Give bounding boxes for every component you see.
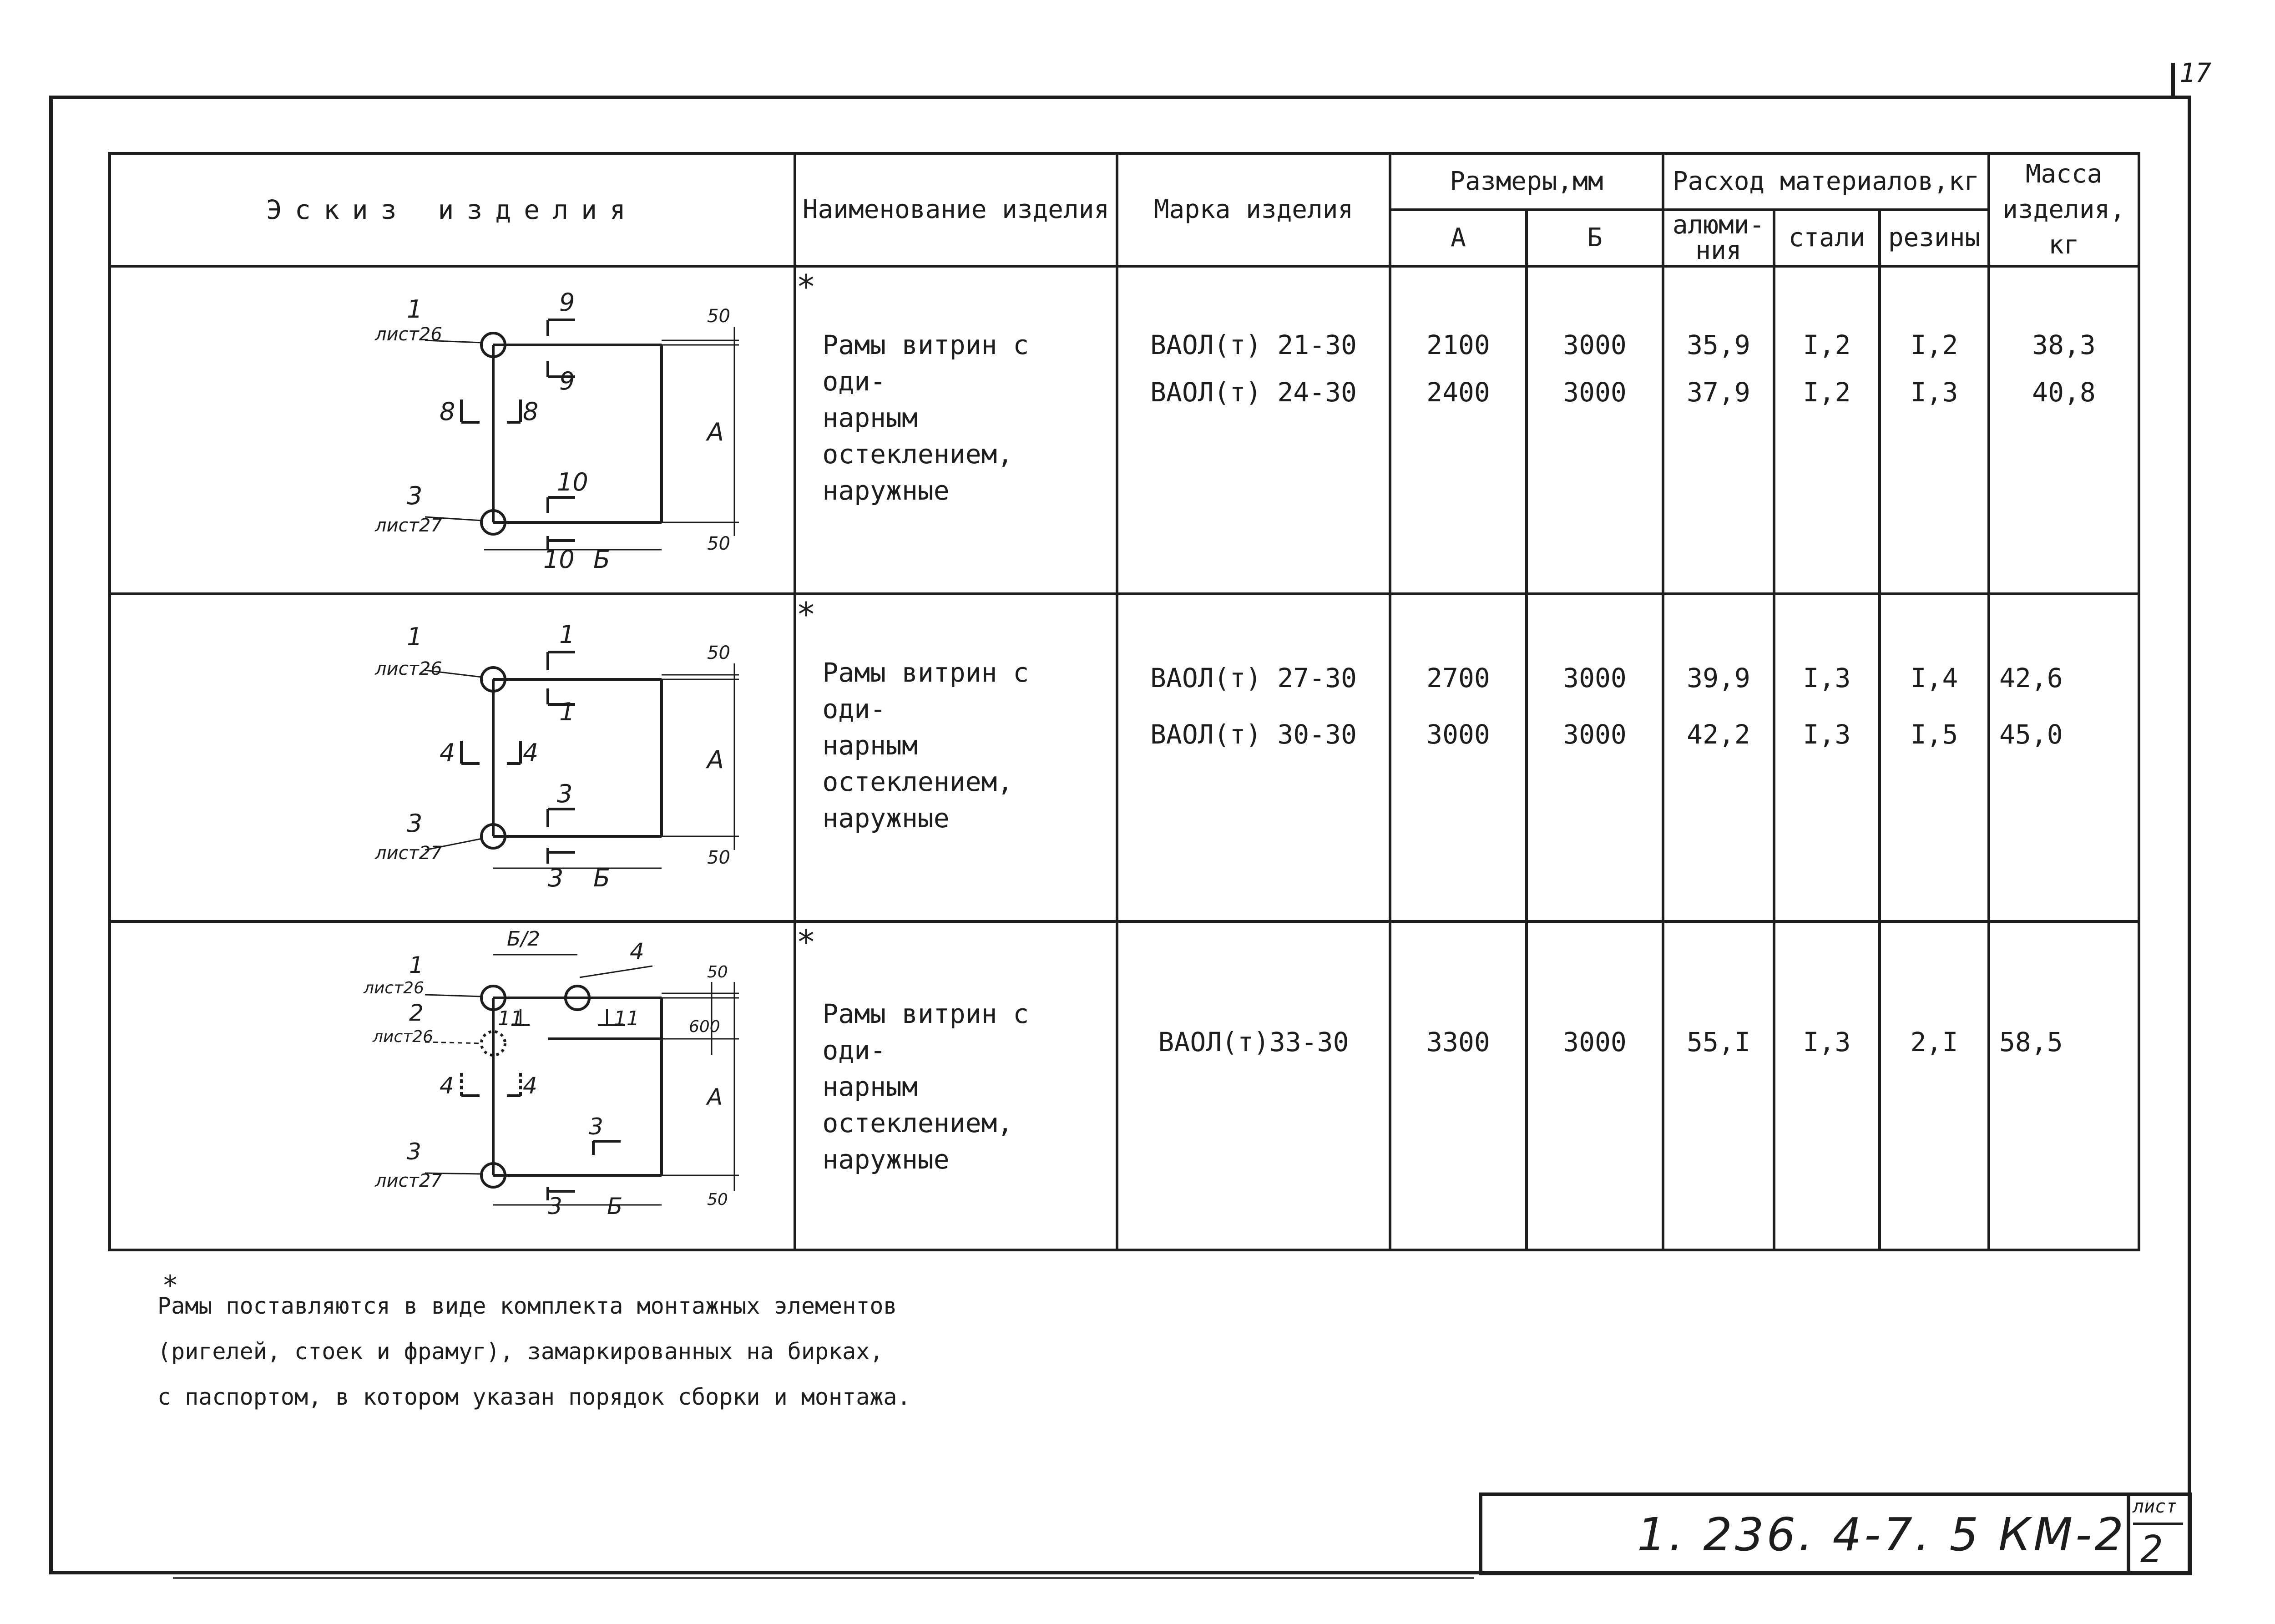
sketch-section-side-2: 8 bbox=[523, 397, 539, 426]
sheet-box bbox=[2127, 1496, 2189, 1572]
sketch-section-bottom-2: 3 bbox=[548, 1193, 562, 1219]
sketch-dim-bottom: 50 bbox=[707, 847, 730, 868]
aluminum-value: 35,9 bbox=[1687, 329, 1750, 360]
dim-a-value: 2700 bbox=[1426, 663, 1490, 693]
title-block bbox=[1479, 1492, 2192, 1575]
sketch-dim-top: 50 bbox=[707, 306, 730, 327]
sketch-section-side: 4 bbox=[440, 739, 455, 767]
sketch-ref-bottom: 3 bbox=[407, 481, 423, 510]
dim-b-cell bbox=[1527, 921, 1663, 1250]
sketch-ref-4: 4 bbox=[630, 938, 644, 965]
header-materials: Расход материалов,кг bbox=[1663, 153, 1989, 210]
sketch-sheet-top: лист26 bbox=[364, 979, 424, 997]
rubber-cell bbox=[1880, 921, 1989, 1250]
sketch-dim-a: А bbox=[707, 745, 724, 774]
dim-a-cell bbox=[1390, 594, 1527, 921]
sketch-sheet-bottom: лист27 bbox=[375, 515, 442, 536]
header-dim-b: Б bbox=[1527, 210, 1663, 266]
sketch-section-top: 11 bbox=[498, 1007, 523, 1030]
sketch-sheet-bottom: лист27 bbox=[375, 843, 442, 864]
table-row bbox=[110, 921, 2139, 1250]
rubber-value: I,3 bbox=[1910, 377, 1958, 408]
corner-tick bbox=[2171, 63, 2175, 97]
rubber-value: I,4 bbox=[1910, 663, 1958, 693]
sketch-section-bottom-2: 10 bbox=[543, 545, 575, 574]
sketch-section-bottom: 10 bbox=[557, 468, 588, 496]
footnote-line: (ригелей, стоек и фрамуг), замаркированных на бирках, bbox=[157, 1338, 884, 1365]
mass-value: 45,0 bbox=[1999, 719, 2063, 750]
dim-b-value: 3000 bbox=[1563, 1027, 1627, 1057]
header-rubber: резины bbox=[1880, 210, 1989, 266]
sketch-dim-600: 600 bbox=[689, 1017, 720, 1036]
rubber-cell bbox=[1880, 266, 1989, 594]
sketch-section-top-2: 1 bbox=[559, 698, 575, 726]
rubber-value: 2,I bbox=[1910, 1027, 1958, 1057]
corner-page-number: 17 bbox=[2179, 57, 2211, 88]
mass-value: 40,8 bbox=[2032, 377, 2096, 408]
header-steel: стали bbox=[1774, 210, 1880, 266]
header-mark: Марка изделия bbox=[1117, 153, 1390, 266]
frame-sketch-3 bbox=[111, 923, 794, 1249]
product-mark: ВАОЛ(т) 24-30 bbox=[1150, 377, 1357, 408]
sketch-dim-b: Б bbox=[593, 864, 611, 892]
sketch-dim-b: Б bbox=[607, 1193, 623, 1219]
sketch-section-side-2: 4 bbox=[523, 739, 539, 767]
mass-value: 42,6 bbox=[1999, 663, 2063, 693]
product-name: Рамы витрин с оди- нарным остеклением, наружные bbox=[822, 657, 1029, 834]
sketch-section-bottom-2: 3 bbox=[548, 864, 564, 892]
dim-a-value: 3300 bbox=[1426, 1027, 1490, 1057]
product-name: Рамы витрин с оди- нарным остеклением, наружные bbox=[822, 998, 1029, 1175]
steel-value: I,3 bbox=[1803, 1027, 1851, 1057]
product-name-cell bbox=[795, 921, 1117, 1250]
footnote-line: с паспортом, в котором указан порядок сборки и монтажа. bbox=[157, 1384, 911, 1410]
header-sketch: Эскиз изделия bbox=[110, 153, 795, 266]
sketch-ref-top: 1 bbox=[409, 952, 424, 978]
sheet-label: лист bbox=[2133, 1496, 2183, 1525]
sketch-dim-bottom: 50 bbox=[707, 1190, 728, 1209]
footnote-marker: * bbox=[796, 923, 816, 961]
frame-sketch-2 bbox=[111, 595, 794, 920]
dim-a-value: 2100 bbox=[1426, 329, 1490, 360]
aluminum-cell bbox=[1663, 594, 1774, 921]
header-dim-a: А bbox=[1390, 210, 1527, 266]
sketch-section-top-2: 9 bbox=[559, 367, 575, 395]
sketch-cell bbox=[110, 594, 795, 921]
sketch-section-side-2: 4 bbox=[523, 1073, 537, 1099]
sketch-cell bbox=[110, 266, 795, 594]
sketch-ref-mid: 2 bbox=[409, 1000, 424, 1026]
sketch-sheet-mid: лист26 bbox=[373, 1027, 433, 1046]
aluminum-value: 37,9 bbox=[1687, 377, 1750, 408]
footnote-star: * bbox=[162, 1270, 179, 1301]
dim-b-value: 3000 bbox=[1563, 329, 1627, 360]
dim-b-value: 3000 bbox=[1563, 719, 1627, 750]
mass-value: 58,5 bbox=[1999, 1027, 2063, 1057]
sketch-sheet-top: лист26 bbox=[375, 658, 442, 679]
rubber-value: I,5 bbox=[1910, 719, 1958, 750]
sketch-section-side: 8 bbox=[440, 397, 455, 426]
product-mark: ВАОЛ(т) 21-30 bbox=[1150, 329, 1357, 360]
sketch-ref-bottom: 3 bbox=[407, 1138, 421, 1165]
sketch-section-bottom: 3 bbox=[589, 1113, 603, 1140]
steel-cell bbox=[1774, 266, 1880, 594]
sketch-ref-top: 1 bbox=[407, 295, 423, 324]
aluminum-value: 39,9 bbox=[1687, 663, 1750, 693]
rubber-cell bbox=[1880, 594, 1989, 921]
footnote-line: Рамы поставляются в виде комплекта монтажных элементов bbox=[157, 1293, 897, 1319]
sketch-section-top: 9 bbox=[559, 288, 575, 317]
footnote bbox=[157, 1283, 911, 1420]
mass-cell bbox=[1989, 594, 2139, 921]
product-name-cell bbox=[795, 594, 1117, 921]
footnote-marker: * bbox=[796, 595, 816, 633]
sketch-dim-top: 50 bbox=[707, 963, 728, 981]
dim-b-value: 3000 bbox=[1563, 663, 1627, 693]
mass-value: 38,3 bbox=[2032, 329, 2096, 360]
dim-b-cell bbox=[1527, 594, 1663, 921]
header-aluminum: алюми-ния bbox=[1663, 210, 1774, 266]
steel-value: I,2 bbox=[1803, 329, 1851, 360]
sheet-number: 2 bbox=[2140, 1528, 2163, 1571]
mark-cell bbox=[1117, 266, 1390, 594]
aluminum-cell bbox=[1663, 266, 1774, 594]
header-mass: Масса изделия, кг bbox=[1989, 153, 2139, 266]
footnote-marker: * bbox=[796, 268, 816, 306]
bottom-rule bbox=[173, 1577, 1474, 1579]
steel-cell bbox=[1774, 921, 1880, 1250]
product-mark: ВАОЛ(т) 27-30 bbox=[1150, 663, 1357, 693]
sketch-half-b: Б/2 bbox=[507, 927, 541, 951]
product-mark: ВАОЛ(т)33-30 bbox=[1158, 1027, 1349, 1057]
mass-cell bbox=[1989, 266, 2139, 594]
dim-b-value: 3000 bbox=[1563, 377, 1627, 408]
document-code: 1. 236. 4-7. 5 КМ-2 bbox=[1637, 1508, 2126, 1561]
dim-a-value: 2400 bbox=[1426, 377, 1490, 408]
frame-sketch-1 bbox=[111, 268, 794, 592]
header-dimensions: Размеры,мм bbox=[1390, 153, 1663, 210]
steel-value: I,2 bbox=[1803, 377, 1851, 408]
aluminum-cell bbox=[1663, 921, 1774, 1250]
steel-cell bbox=[1774, 594, 1880, 921]
product-name-cell bbox=[795, 266, 1117, 594]
sketch-sheet-top: лист26 bbox=[375, 324, 442, 345]
sketch-dim-a: А bbox=[707, 1084, 723, 1110]
sketch-section-side: 4 bbox=[440, 1073, 454, 1099]
sketch-dim-top: 50 bbox=[707, 643, 730, 663]
mark-cell bbox=[1117, 594, 1390, 921]
sketch-section-bottom: 3 bbox=[557, 779, 573, 808]
steel-value: I,3 bbox=[1803, 719, 1851, 750]
mass-cell bbox=[1989, 921, 2139, 1250]
sketch-section-top: 1 bbox=[559, 620, 575, 649]
sketch-ref-top: 1 bbox=[407, 622, 423, 651]
specification-table bbox=[108, 152, 2140, 1251]
sketch-dim-a: А bbox=[707, 418, 724, 446]
sketch-dim-b: Б bbox=[593, 545, 611, 574]
dim-b-cell bbox=[1527, 266, 1663, 594]
rubber-value: I,2 bbox=[1910, 329, 1958, 360]
product-name: Рамы витрин с оди- нарным остеклением, наружные bbox=[822, 329, 1029, 506]
dim-a-cell bbox=[1390, 921, 1527, 1250]
dim-a-value: 3000 bbox=[1426, 719, 1490, 750]
sketch-sheet-bottom: лист27 bbox=[375, 1170, 442, 1191]
product-mark: ВАОЛ(т) 30-30 bbox=[1150, 719, 1357, 750]
table-row bbox=[110, 266, 2139, 594]
aluminum-value: 42,2 bbox=[1687, 719, 1750, 750]
dim-a-cell bbox=[1390, 266, 1527, 594]
sketch-cell bbox=[110, 921, 795, 1250]
header-name: Наименование изделия bbox=[795, 153, 1117, 266]
sketch-ref-bottom: 3 bbox=[407, 809, 423, 838]
mark-cell bbox=[1117, 921, 1390, 1250]
sketch-dim-bottom: 50 bbox=[707, 533, 730, 554]
sketch-section-top-2: 11 bbox=[614, 1007, 639, 1030]
steel-value: I,3 bbox=[1803, 663, 1851, 693]
aluminum-value: 55,I bbox=[1687, 1027, 1750, 1057]
table-row bbox=[110, 594, 2139, 921]
